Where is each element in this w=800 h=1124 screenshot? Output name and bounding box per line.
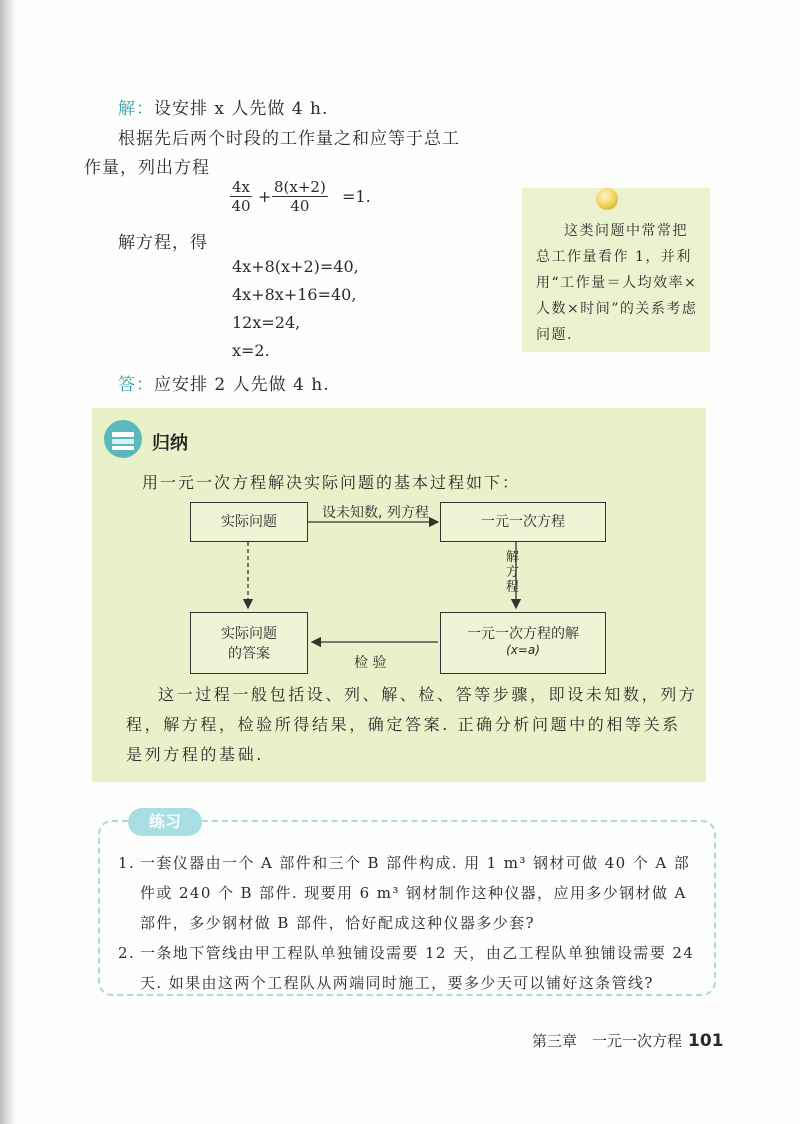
fraction-2 [272,178,328,215]
exercise-item-2-number: 2. [118,944,136,962]
fraction-2-numerator: 8(x+2) [274,178,326,196]
exercise-item-2 [118,938,698,998]
exercise-item-1-number: 1. [118,854,136,872]
page-spine-shadow [0,0,16,1124]
page-number: 101 [688,1031,724,1051]
summary-title: 归纳 [152,433,188,454]
answer-label: 答： [118,375,154,395]
label-set-unknown: 设未知数, 列方程 [322,505,429,521]
summary-intro: 用一元一次方程解决实际问题的基本过程如下： [142,473,521,492]
plus-sign: + [258,187,272,206]
equation-rhs: =1. [342,187,371,206]
chapter-title: 第三章 一元一次方程 [532,1032,683,1050]
pin-icon [596,188,618,210]
side-note-text: 这类问题中常常把总工作量看作 1，并利用“工作量＝人均效率×人数×时间”的关系考虑问题. [536,223,698,343]
answer-text: 应安排 2 人先做 4 h. [154,375,330,395]
box-solution-line-2: (x=a) [506,643,540,657]
reasoning-line-2: 作量，列出方程 [84,158,210,178]
step-1: 4x+8(x+2)=40, [232,257,359,276]
page-footer [532,1030,724,1051]
label-check: 检 验 [354,655,387,671]
fraction-2-denominator: 40 [290,197,310,215]
solve-label: 解方程，得 [118,233,208,253]
box-solution [440,612,606,674]
exercise-item-1-text: 一套仪器由一个 A 部件和三个 B 部件构成. 用 1 m³ 钢材可做 40 个 A 部件或 240 个 B 部件. 现要用 6 m³ 钢材制作这种仪器，应用多少钢材做 A 部件，多少钢材做 B 部件，恰好配成这种仪器多少套? [140,854,691,932]
step-2: 4x+8x+16=40, [232,285,357,304]
side-note [522,188,710,352]
box-answer-line-2: 的答案 [228,646,270,662]
exercise-item-2-text: 一条地下管线由甲工程队单独铺设需要 12 天，由乙工程队单独铺设需要 24 天. 如果由这两个工程队从两端同时施工，要多少天可以铺好这条管线? [140,944,695,992]
label-solve: 解方程 [506,550,520,595]
box-answer-line-1: 实际问题 [221,626,277,642]
fraction-1 [230,178,252,215]
reasoning-line-1: 根据先后两个时段的工作量之和应等于总工 [118,129,460,149]
step-3: 12x=24, [232,313,301,332]
solution-setup-text: 设安排 x 人先做 4 h. [154,99,329,119]
box-solution-line-1: 一元一次方程的解 [467,626,579,642]
exercise-item-1 [118,848,698,938]
fraction-1-numerator: 4x [232,178,251,196]
box-equation: 一元一次方程 [440,502,606,542]
answer [118,370,330,395]
fraction-1-denominator: 40 [231,197,251,215]
solution-label: 解： [118,99,154,119]
exercise-tag: 练习 [128,808,202,836]
solution-setup [118,94,328,119]
summary-paragraph: 这一过程一般包括设、列、解、检、答等步骤，即设未知数，列方程，解方程，检验所得结果，确定答案. 正确分析问题中的相等关系是列方程的基础. [126,685,698,764]
step-4: x=2. [232,341,270,360]
summary-panel [92,408,706,782]
box-real-problem: 实际问题 [190,502,308,542]
box-answer [190,612,308,674]
